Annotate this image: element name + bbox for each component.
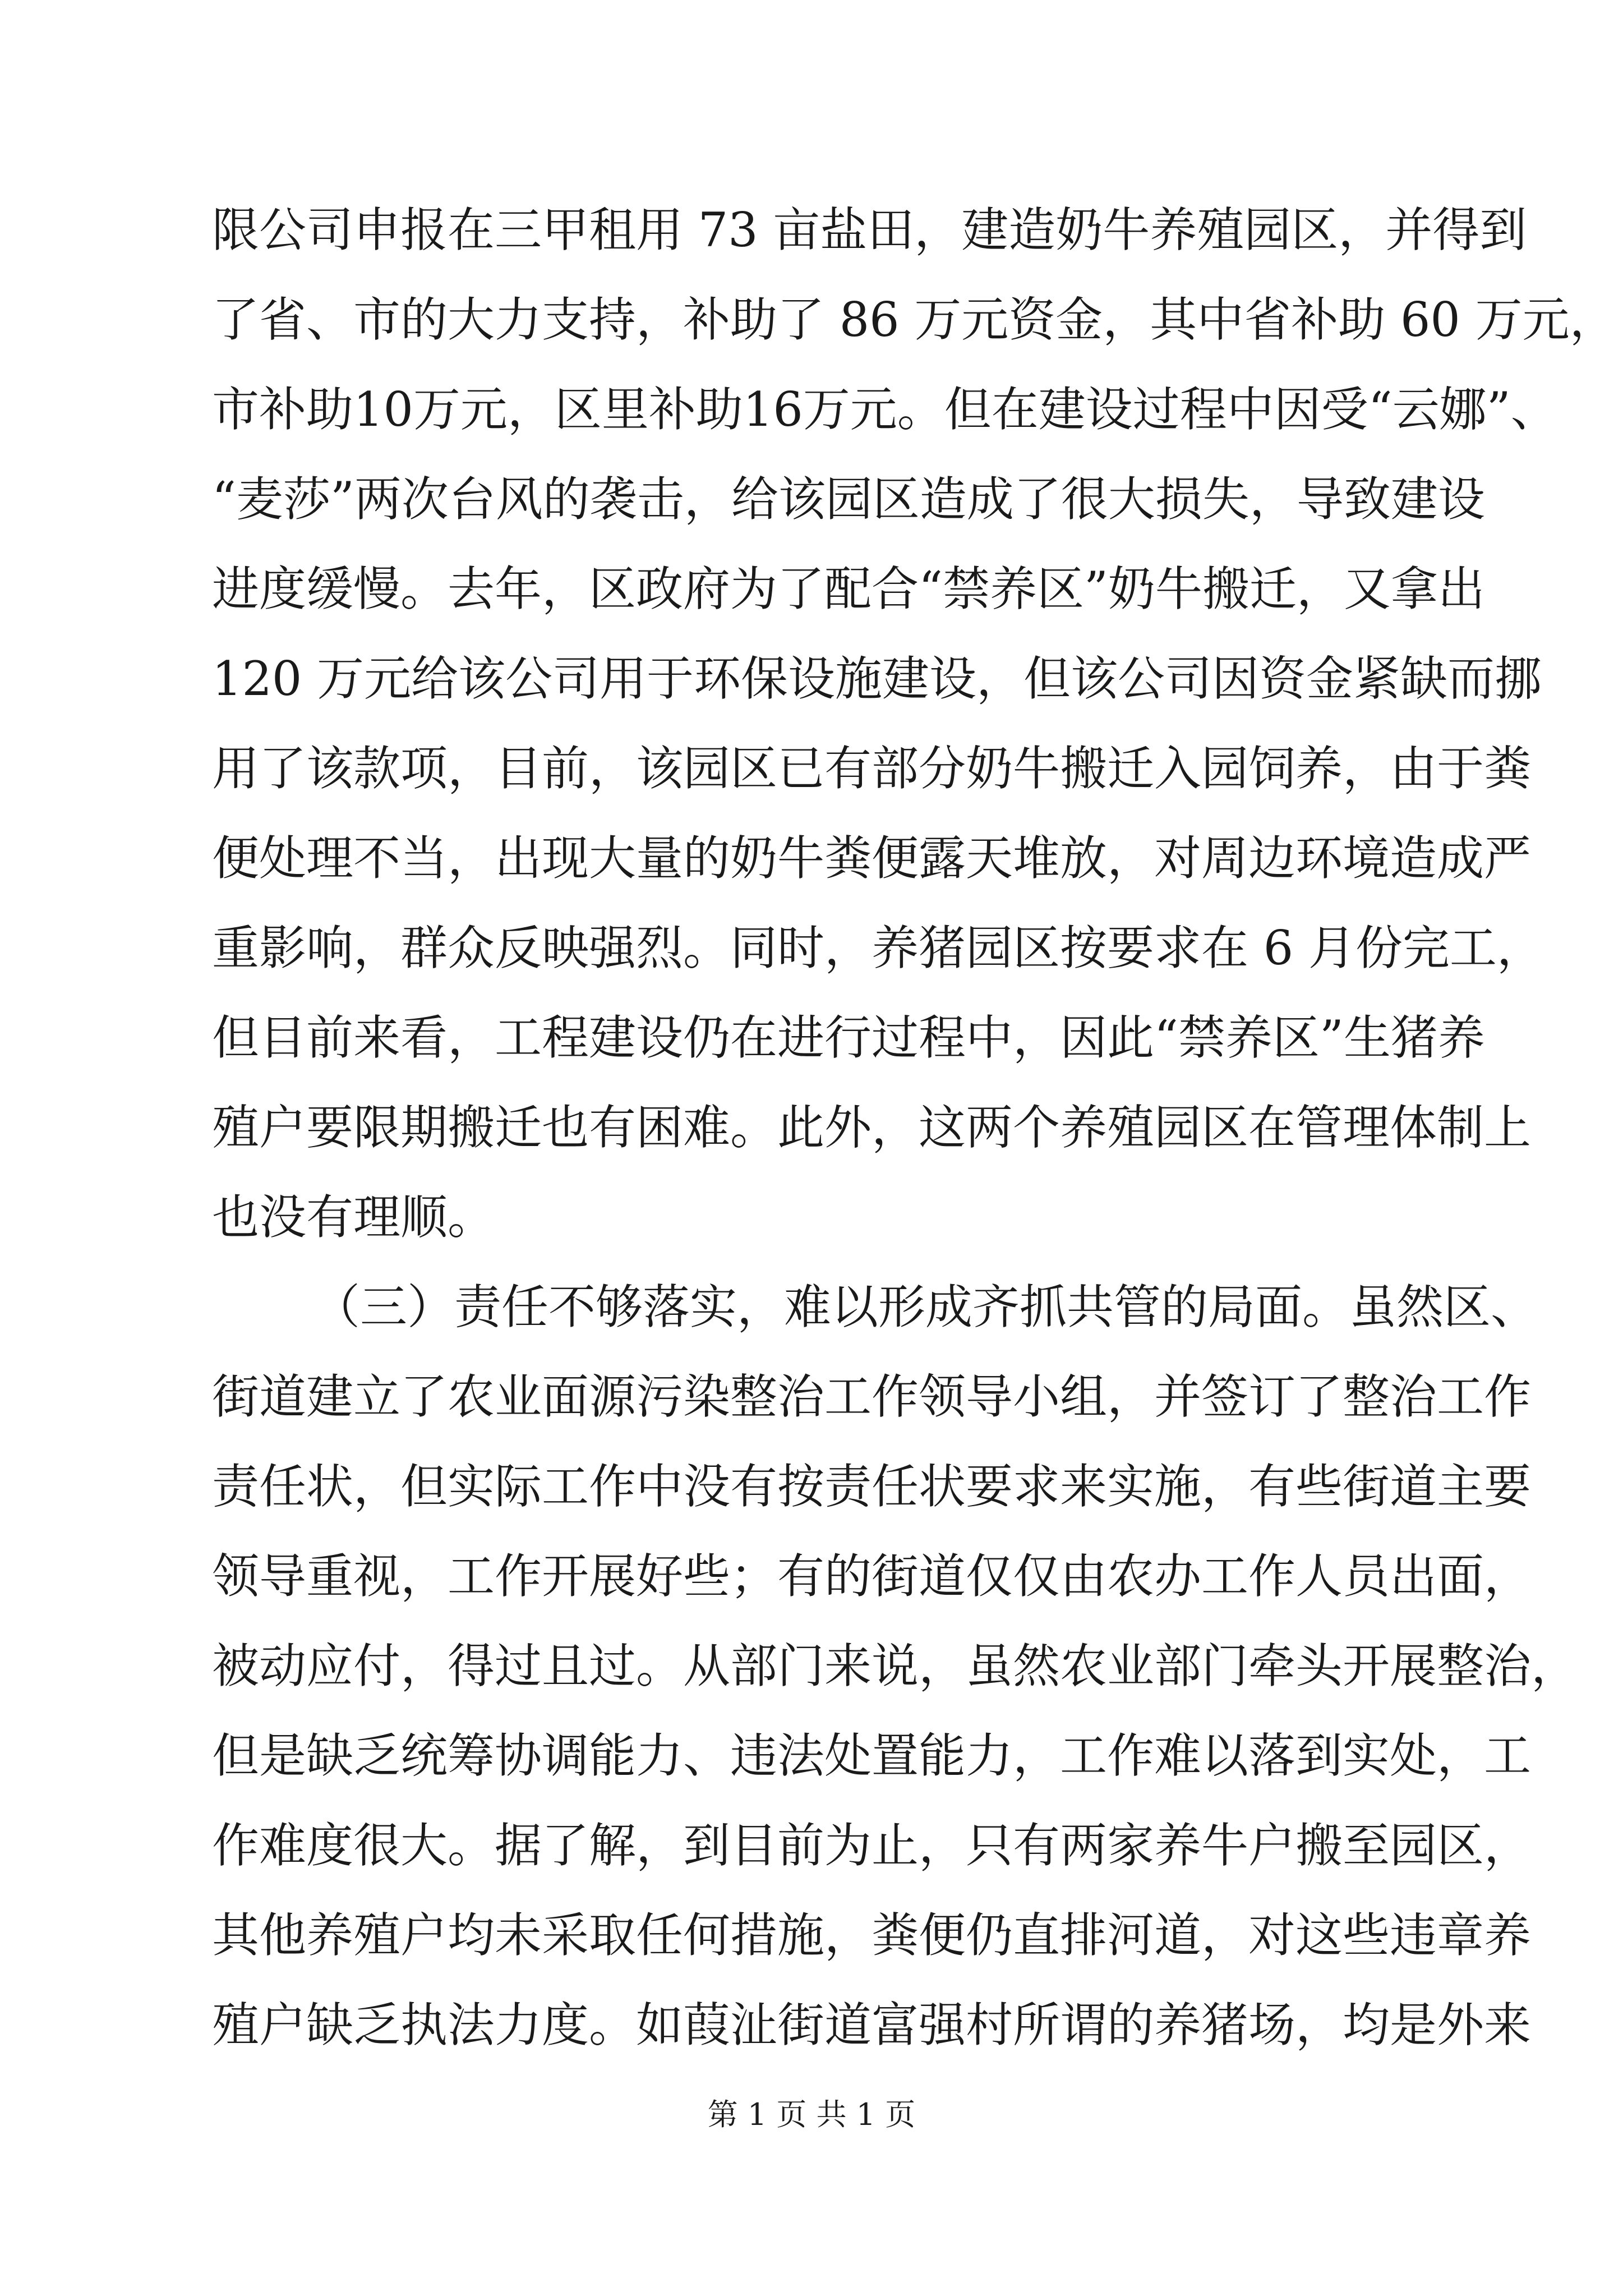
body-line-18: 但是缺乏统筹协调能力、违法处置能力，工作难以落到实处，工 — [212, 1728, 1532, 1783]
page-footer: 第 1 页 共 1 页 — [707, 2097, 916, 2132]
body-line-9: 重影响，群众反映强烈。同时，养猪园区按要求在 6 月份完工， — [212, 921, 1544, 976]
body-line-16: 领导重视，工作开展好些；有的街道仅仅由农办工作人员出面， — [212, 1549, 1532, 1604]
body-line-12: 也没有理顺。 — [212, 1190, 495, 1245]
body-line-21: 殖户缺乏执法力度。如葭沚街道富强村所谓的养猪场，均是外来 — [212, 1998, 1532, 2053]
body-line-10: 但目前来看，工程建设仍在进行过程中，因此“禁养区”生猪养 — [212, 1010, 1485, 1065]
body-line-6: 120 万元给该公司用于环保设施建设，但该公司因资金紧缺而挪 — [212, 651, 1542, 706]
body-line-14: 街道建立了农业面源污染整治工作领导小组，并签订了整治工作 — [212, 1369, 1532, 1424]
body-line-4: “麦莎”两次台风的袭击，给该园区造成了很大损失，导致建设 — [212, 472, 1485, 527]
body-line-5: 进度缓慢。去年，区政府为了配合“禁养区”奶牛搬迁，又拿出 — [212, 562, 1485, 616]
body-line-8: 便处理不当，出现大量的奶牛粪便露天堆放，对周边环境造成严 — [212, 831, 1532, 886]
section-heading-line: （三）责任不够落实，难以形成齐抓共管的局面。虽然区、 — [313, 1280, 1538, 1335]
body-line-11: 殖户要限期搬迁也有困难。此外，这两个养殖园区在管理体制上 — [212, 1100, 1532, 1155]
body-line-2: 了省、市的大力支持，补助了 86 万元资金，其中省补助 60 万元， — [212, 292, 1617, 347]
body-line-19: 作难度很大。据了解，到目前为止，只有两家养牛户搬至园区， — [212, 1818, 1532, 1873]
body-line-1: 限公司申报在三甲租用 73 亩盐田，建造奶牛养殖园区，并得到 — [212, 203, 1527, 257]
body-line-17: 被动应付，得过且过。从部门来说，虽然农业部门牵头开展整治， — [212, 1639, 1579, 1694]
body-line-3: 市补助10万元，区里补助16万元。但在建设过程中因受“云娜”、 — [212, 382, 1558, 437]
body-line-7: 用了该款项，目前，该园区已有部分奶牛搬迁入园饲养，由于粪 — [212, 741, 1532, 796]
body-line-15: 责任状，但实际工作中没有按责任状要求来实施，有些街道主要 — [212, 1459, 1532, 1514]
body-line-20: 其他养殖户均未采取任何措施，粪便仍直排河道，对这些违章养 — [212, 1908, 1532, 1963]
